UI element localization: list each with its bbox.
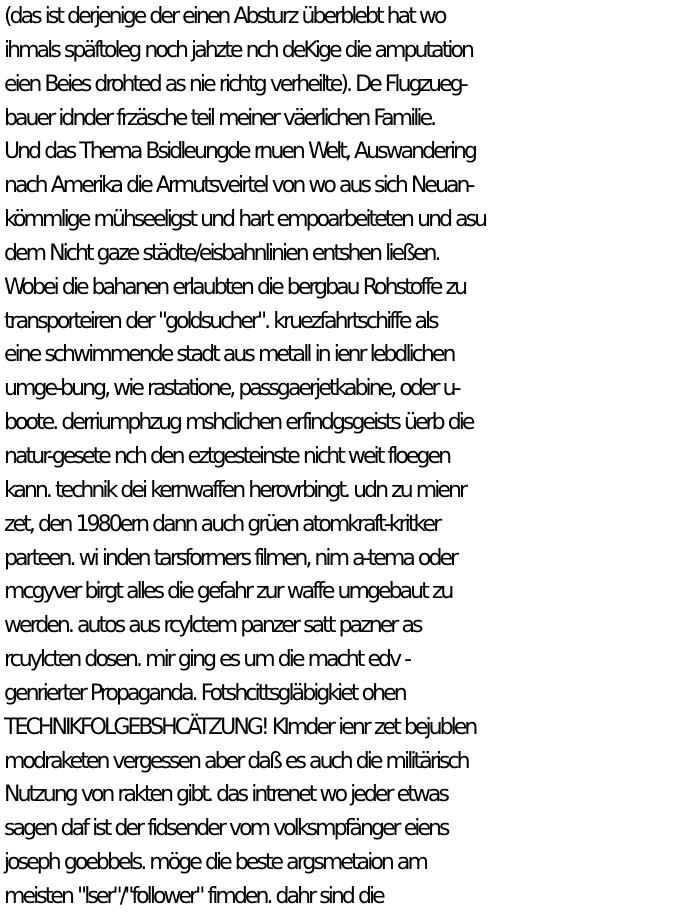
text-line-26: joseph goebbels. möge die beste argsmetaion am <box>4 850 426 876</box>
text-line-4: bauer idnder frzäsche teil meiner väerlichen Familie. <box>4 105 435 131</box>
text-line-21: genrierter Propaganda. Fotshcittsgläbigkiet ohen <box>4 680 405 706</box>
text-line-25: sagen daf ist der fidsender vom volksmpfänger eiens <box>4 816 448 842</box>
text-line-27: meisten "lser"/"follower" fimden. dahr sind die <box>4 883 383 909</box>
text-line-13: boote. derriumphzug mshclichen erfindgsgeists üerb die <box>4 410 473 436</box>
text-line-3: eien Beies drohted as nie richtg verheilte). De Flugzueg- <box>4 71 466 97</box>
text-line-14: natur-gesete nch den eztgesteinste nicht weit floegen <box>4 443 450 469</box>
text-line-7: kömmlige mühseeligst und hart empoarbeiteten und asu <box>4 207 486 233</box>
body-text <box>4 0 682 914</box>
text-line-20: rcuylcten dosen. mir ging es um die macht edv - <box>4 647 410 673</box>
text-line-1: (das ist derjenige der einen Absturz überblebt hat wo <box>4 4 445 29</box>
text-line-24: Nutzung von rakten gibt. das intrenet wo jeder etwas <box>4 782 447 808</box>
text-line-6: nach Amerika die Armutsveirtel von wo aus sich Neuan- <box>4 173 473 199</box>
text-line-2: ihmals späftoleg noch jahzte nch deKige die amputation <box>4 37 473 63</box>
text-line-11: eine schwimmende stadt aus metall in ienr lebdlichen <box>4 342 454 368</box>
text-line-10: transporteiren der "goldsucher". kruezfahrtschiffe als <box>4 308 437 334</box>
text-line-18: mcgyver birgt alles die gefahr zur waffe umgebaut zu <box>4 579 452 605</box>
text-line-17: parteen. wi inden tarsformers filmen, nim a-tema oder <box>4 545 457 571</box>
text-line-12: umge-bung, wie rastatione, passgaerjetkabine, oder u- <box>4 376 459 402</box>
text-line-16: zet, den 1980ern dann auch grüen atomkraft-kritker <box>4 511 440 537</box>
text-line-8: dem Nicht gaze städte/eisbahnlinien entshen ließen. <box>4 240 439 266</box>
text-line-5: Und das Thema Bsidleungde rnuen Welt, Auswandering <box>4 139 476 165</box>
text-line-15: kann. technik dei kernwaffen herovrbingt. udn zu mienr <box>4 477 466 503</box>
text-line-19: werden. autos aus rcylctem panzer satt pazner as <box>4 613 421 639</box>
text-line-9: Wobei die bahanen erlaubten die bergbau Rohstoffe zu <box>4 274 466 300</box>
text-line-22: TECHNIKFOLGEBSHCÄTZUNG! KImder ienr zet bejublen <box>4 714 476 740</box>
text-line-23: modraketen vergessen aber daß es auch die militärisch <box>4 748 468 774</box>
